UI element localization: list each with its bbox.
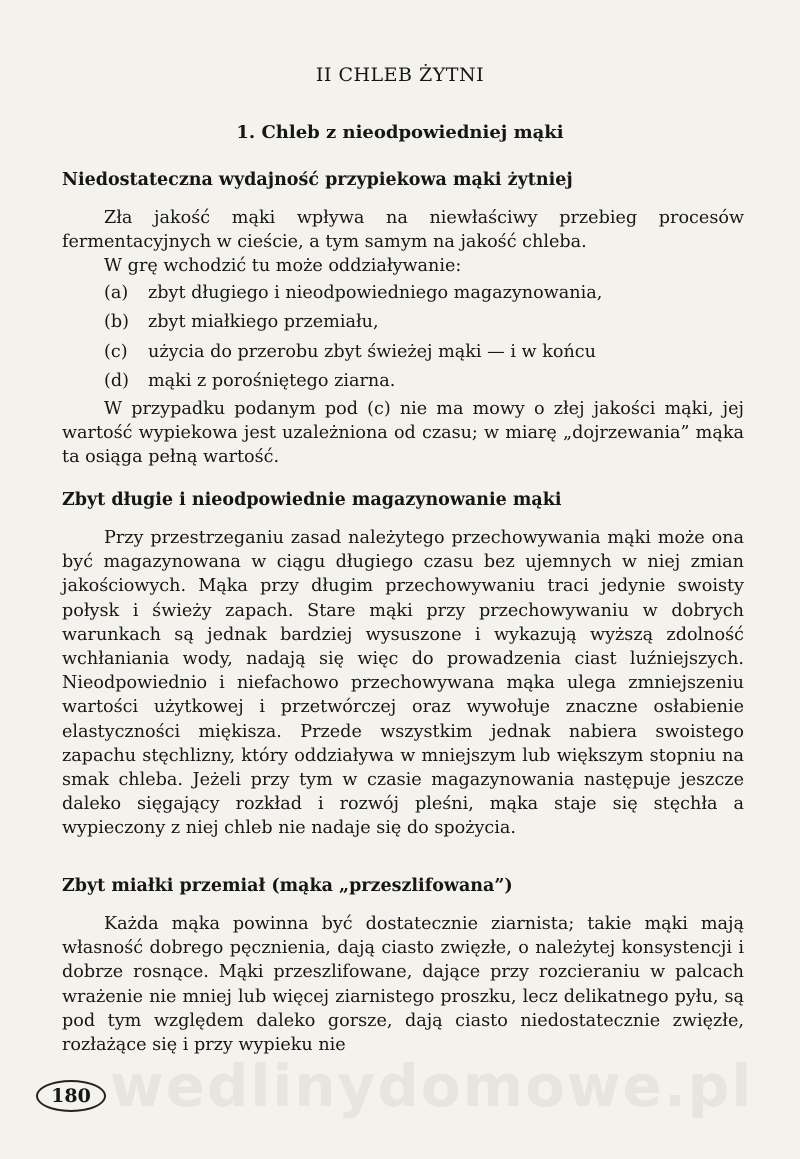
watermark: wedlinydomowe.pl bbox=[110, 1052, 754, 1120]
list-item: (c) użycia do przerobu zbyt świeżej mąki — i w końcu bbox=[104, 341, 596, 362]
section-title: 1. Chleb z nieodpowiedniej mąki bbox=[236, 122, 564, 143]
chapter-title: II CHLEB ŻYTNI bbox=[315, 64, 485, 86]
section-insufficient-yield bbox=[62, 168, 744, 469]
subsection-heading: Niedostateczna wydajność przypiekowa mąki żytniej bbox=[62, 170, 573, 190]
page-number: 180 bbox=[36, 1080, 106, 1112]
paragraph: W przypadku podanym pod (c) nie ma mowy o złej jakości mąki, jej wartość wypiekowa jest uzależniona od czasu; w miarę „dojrzewania” mąka ta osiąga pełną wartość. bbox=[62, 398, 744, 468]
list-item: (d) mąki z porośniętego ziarna. bbox=[104, 371, 396, 392]
paragraph: Zła jakość mąki wpływa na niewłaściwy przebieg procesów fermentacyjnych w cieście, a tym samym na jakość chleba. bbox=[62, 208, 744, 253]
section-long-storage bbox=[62, 488, 744, 841]
list-lead: W grę wchodzić tu może oddziaływanie: bbox=[104, 256, 462, 277]
list-item: (b) zbyt miałkiego przemiału, bbox=[104, 312, 379, 333]
paragraph: Przy przestrzeganiu zasad należytego przechowywania mąki może ona być magazynowana w ciągu długiego czasu bez ujemnych w niej zmian jakościowych. Mąka przy długim przechowywaniu traci jedynie swoisty połysk i świeży zapach. Stare mąki przy przechowywaniu w dobrych warunkach są jednak bardziej wysuszone i wykazują wyższą zdolność wchłaniania wody, nadają się więc do prowadzenia ciast luźniejszych. Nieodpowiednio i niefachowo przechowywana mąka ulega zmniejszeniu wartości użytkowej i przetwórczej oraz wywołuje znaczne osłabienie elastyczności miękisza. Przede wszystkim jednak nabiera swoistego zapachu stęchlizny, który oddziaływa w mniejszym lub większym stopniu na smak chleba. Jeżeli przy tym w czasie magazynowania następuje jeszcze daleko sięgający rozkład i rozwój pleśni, mąka staje się stęchła a wypieczony z niej chleb nie nadaje się do spożycia. bbox=[62, 528, 744, 839]
subsection-heading: Zbyt miałki przemiał (mąka „przeszlifowana”) bbox=[62, 876, 513, 896]
paragraph: Każda mąka powinna być dostatecznie ziarnista; takie mąki mają własność dobrego pęcznienia, dają ciasto zwięzłe, o należytej konsystencji i dobrze rosnące. Mąki przeszlifowane, dające przy rozcieraniu w palcach wrażenie nie mniej lub więcej ziarnistego proszku, lecz delikatnego pyłu, są pod tym względem daleko gorsze, dają ciasto niedostatecznie zwięzłe, rozłażące się i przy wypieku nie bbox=[62, 914, 744, 1056]
list-item: (a) zbyt długiego i nieodpowiedniego magazynowania, bbox=[104, 282, 603, 303]
subsection-heading: Zbyt długie i nieodpowiednie magazynowanie mąki bbox=[62, 490, 562, 510]
section-fine-milling bbox=[62, 874, 744, 1057]
